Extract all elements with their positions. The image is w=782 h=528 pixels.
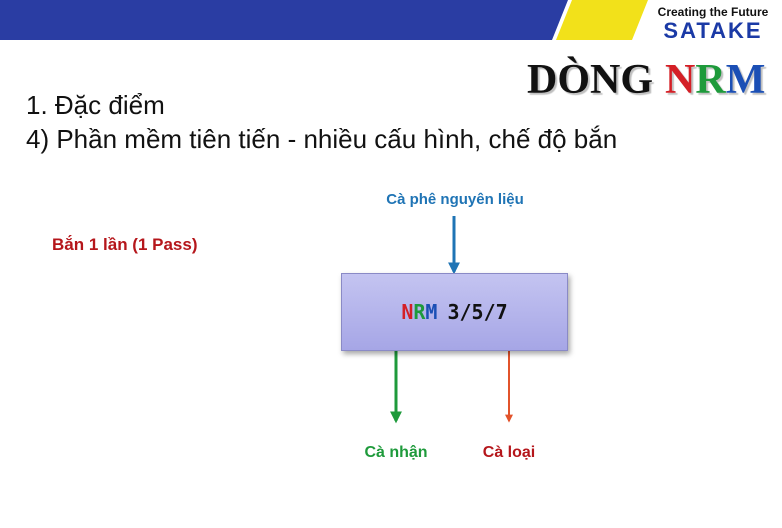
sorter-machine-box	[341, 273, 568, 351]
machine-letter-n: N	[401, 300, 414, 324]
brand-tagline: Creating the Future	[657, 5, 769, 19]
slide-title-line1: 1. Đặc điểm	[26, 90, 165, 120]
logo-letter-r: R	[695, 57, 726, 103]
input-coffee-label: Cà phê nguyên liệu	[386, 191, 524, 208]
brand-logo-satake: SATAKE	[663, 18, 763, 43]
logo-letter-n: N	[665, 57, 696, 103]
logo-word: DÒNG	[527, 57, 653, 103]
pass-mode-label: Bắn 1 lần (1 Pass)	[52, 235, 198, 254]
machine-letter-m: M	[425, 300, 438, 324]
slide-title-line2: 4) Phần mềm tiên tiến - nhiều cấu hình, chế độ bắn	[26, 124, 618, 154]
output-reject-label: Cà loại	[482, 444, 536, 461]
machine-letter-r: R	[413, 300, 426, 324]
logo-letter-m: M	[725, 57, 766, 103]
output-accept-label: Cà nhận	[364, 444, 428, 461]
machine-model-number: 3/5/7	[447, 300, 508, 324]
